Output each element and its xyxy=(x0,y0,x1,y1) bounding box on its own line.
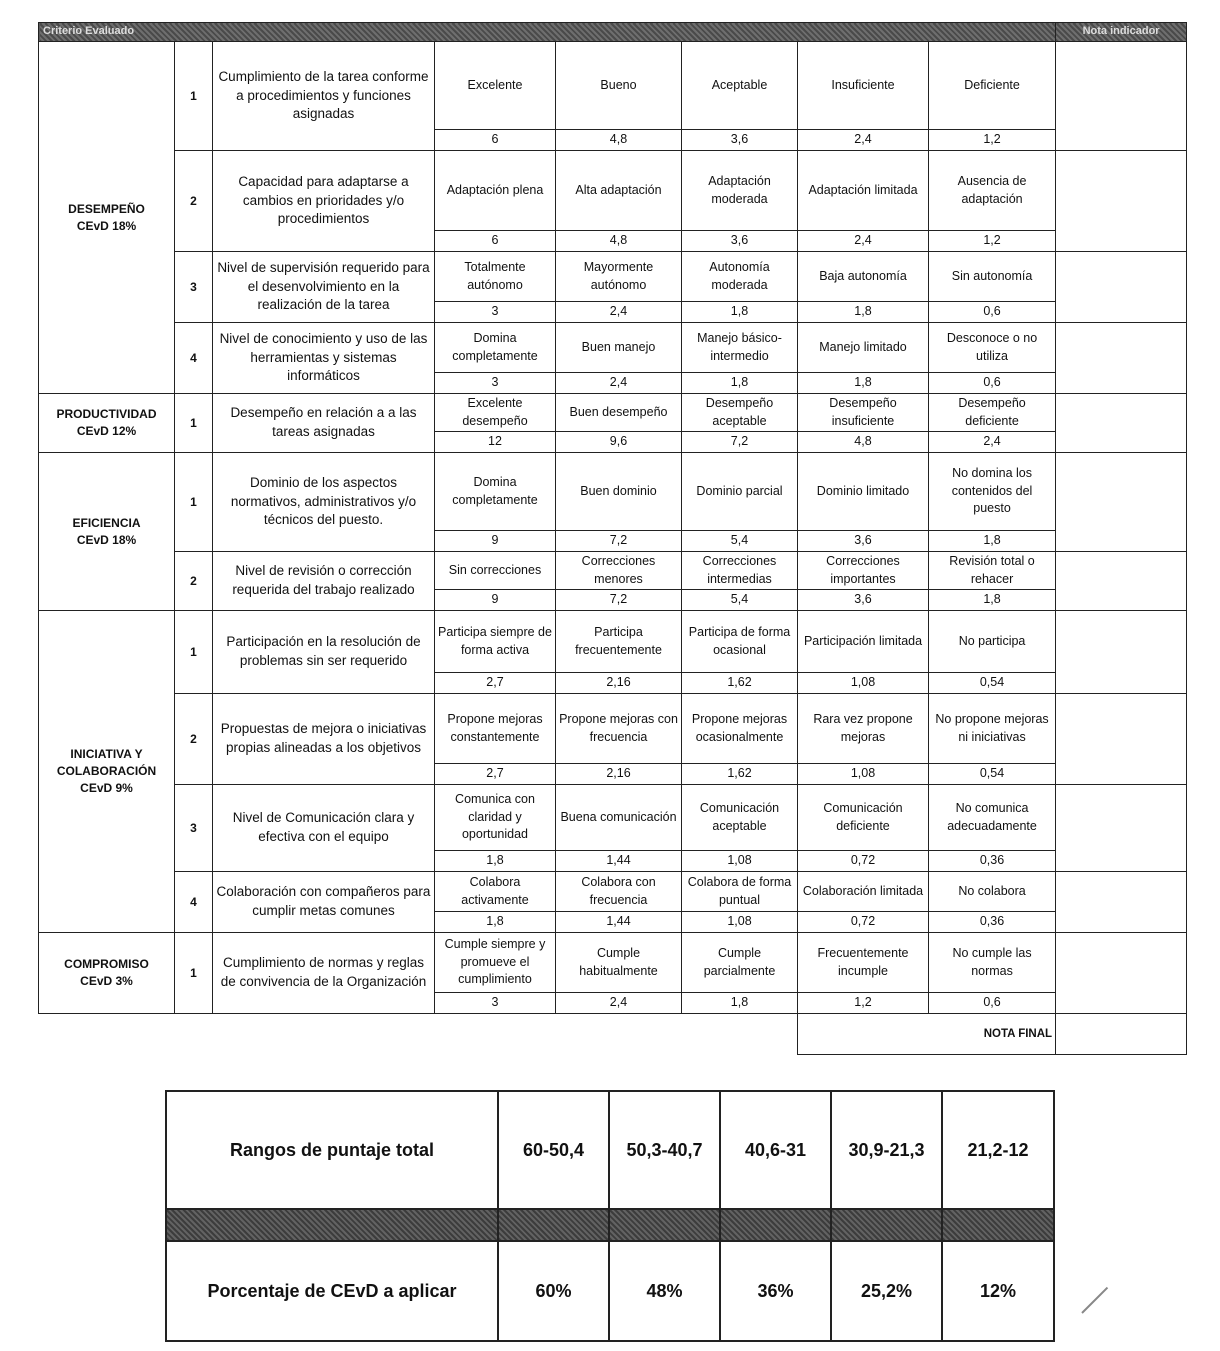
level-score: 1,62 xyxy=(682,764,798,785)
level-descriptor: Domina completamente xyxy=(435,323,556,373)
indicator-number: 1 xyxy=(175,611,213,694)
indicator-row xyxy=(39,552,1187,590)
indicator-note-cell xyxy=(1056,872,1187,933)
level-descriptor: Autonomía moderada xyxy=(682,252,798,302)
level-score: 1,8 xyxy=(435,912,556,933)
indicator-number: 1 xyxy=(175,42,213,151)
pen-mark xyxy=(1081,1287,1108,1314)
indicator-number: 1 xyxy=(175,453,213,552)
level-score: 4,8 xyxy=(556,231,682,252)
level-descriptor: Insuficiente xyxy=(798,42,929,130)
indicator-note-cell xyxy=(1056,151,1187,252)
score-ranges xyxy=(165,1090,1053,1342)
indicator-note-cell xyxy=(1056,933,1187,1014)
level-descriptor: Cumple parcialmente xyxy=(682,933,798,993)
evaluation-sheet xyxy=(38,22,1186,1055)
level-descriptor: Excelente desempeño xyxy=(435,394,556,432)
indicator-row xyxy=(39,453,1187,531)
level-score: 6 xyxy=(435,231,556,252)
level-score: 1,8 xyxy=(929,590,1056,611)
level-score: 1,44 xyxy=(556,912,682,933)
level-descriptor: Buen manejo xyxy=(556,323,682,373)
level-score: 3,6 xyxy=(798,590,929,611)
indicator-row xyxy=(39,151,1187,231)
level-descriptor: Excelente xyxy=(435,42,556,130)
category-cell xyxy=(39,453,175,611)
level-descriptor: Dominio parcial xyxy=(682,453,798,531)
indicator-number: 2 xyxy=(175,552,213,611)
indicator-note-cell xyxy=(1056,453,1187,552)
category-name: COMPROMISO xyxy=(64,957,149,972)
indicator-text: Nivel de revisión o corrección requerida del trabajo realizado xyxy=(213,552,435,611)
level-score: 2,4 xyxy=(798,130,929,151)
indicator-text: Capacidad para adaptarse a cambios en prioridades y/o procedimientos xyxy=(213,151,435,252)
level-score: 1,8 xyxy=(682,373,798,394)
level-descriptor: Colabora de forma puntual xyxy=(682,872,798,912)
indicator-row xyxy=(39,323,1187,373)
level-score: 0,36 xyxy=(929,851,1056,872)
level-score: 1,8 xyxy=(798,373,929,394)
level-score: 12 xyxy=(435,432,556,453)
level-score: 5,4 xyxy=(682,590,798,611)
level-score: 3 xyxy=(435,373,556,394)
level-score: 5,4 xyxy=(682,531,798,552)
level-descriptor: Comunicación aceptable xyxy=(682,785,798,851)
level-score: 2,4 xyxy=(929,432,1056,453)
level-descriptor: Buen dominio xyxy=(556,453,682,531)
final-note-label: NOTA FINAL xyxy=(798,1014,1056,1055)
level-descriptor: Desempeño insuficiente xyxy=(798,394,929,432)
indicator-text: Dominio de los aspectos normativos, administrativos y/o técnicos del puesto. xyxy=(213,453,435,552)
level-descriptor: Participa frecuentemente xyxy=(556,611,682,673)
level-descriptor: Desempeño deficiente xyxy=(929,394,1056,432)
final-note-value xyxy=(1056,1014,1187,1055)
category-weight: CEvD 18% xyxy=(76,218,137,233)
level-score: 4,8 xyxy=(798,432,929,453)
percentage-value: 48% xyxy=(609,1241,720,1341)
level-descriptor: Bueno xyxy=(556,42,682,130)
indicator-number: 1 xyxy=(175,394,213,453)
header-row xyxy=(39,23,1187,42)
level-descriptor: Propone mejoras con frecuencia xyxy=(556,694,682,764)
header-indicator-note: Nota indicador xyxy=(1056,23,1187,42)
level-descriptor: No cumple las normas xyxy=(929,933,1056,993)
level-descriptor: Correcciones intermedias xyxy=(682,552,798,590)
level-descriptor: Sin autonomía xyxy=(929,252,1056,302)
category-weight: CEvD 12% xyxy=(76,424,137,438)
level-descriptor: Correcciones menores xyxy=(556,552,682,590)
indicator-text: Nivel de supervisión requerido para el desenvolvimiento en la realización de la tarea xyxy=(213,252,435,323)
level-descriptor: Dominio limitado xyxy=(798,453,929,531)
level-score: 9 xyxy=(435,590,556,611)
indicator-number: 2 xyxy=(175,694,213,785)
indicator-row xyxy=(39,394,1187,432)
percentage-value: 60% xyxy=(498,1241,609,1341)
level-descriptor: Frecuentemente incumple xyxy=(798,933,929,993)
level-descriptor: Ausencia de adaptación xyxy=(929,151,1056,231)
indicator-number: 3 xyxy=(175,252,213,323)
level-score: 1,2 xyxy=(798,993,929,1014)
level-descriptor: Manejo básico-intermedio xyxy=(682,323,798,373)
indicator-text: Colaboración con compañeros para cumplir metas comunes xyxy=(213,872,435,933)
level-score: 1,08 xyxy=(682,912,798,933)
level-score: 1,8 xyxy=(798,302,929,323)
level-score: 2,16 xyxy=(556,764,682,785)
indicator-note-cell xyxy=(1056,785,1187,872)
level-score: 0,72 xyxy=(798,851,929,872)
level-descriptor: No participa xyxy=(929,611,1056,673)
level-descriptor: Deficiente xyxy=(929,42,1056,130)
indicator-text: Participación en la resolución de problemas sin ser requerido xyxy=(213,611,435,694)
level-score: 2,7 xyxy=(435,673,556,694)
category-name: DESEMPEÑO xyxy=(68,201,145,216)
level-descriptor: Adaptación plena xyxy=(435,151,556,231)
level-descriptor: Cumple habitualmente xyxy=(556,933,682,993)
level-score: 0,36 xyxy=(929,912,1056,933)
indicator-number: 3 xyxy=(175,785,213,872)
level-descriptor: Totalmente autónomo xyxy=(435,252,556,302)
level-descriptor: Buena comunicación xyxy=(556,785,682,851)
indicator-row xyxy=(39,933,1187,993)
range-value: 50,3-40,7 xyxy=(609,1091,720,1209)
level-descriptor: Baja autonomía xyxy=(798,252,929,302)
level-score: 2,16 xyxy=(556,673,682,694)
indicator-row xyxy=(39,694,1187,764)
indicator-number: 2 xyxy=(175,151,213,252)
indicator-row xyxy=(39,42,1187,130)
level-score: 7,2 xyxy=(556,531,682,552)
level-score: 7,2 xyxy=(682,432,798,453)
level-descriptor: No comunica adecuadamente xyxy=(929,785,1056,851)
category-cell xyxy=(39,42,175,394)
level-score: 2,4 xyxy=(556,993,682,1014)
indicator-note-cell xyxy=(1056,394,1187,453)
category-name: PRODUCTIVIDAD xyxy=(56,407,157,422)
category-cell xyxy=(39,394,175,453)
level-score: 0,54 xyxy=(929,673,1056,694)
indicator-note-cell xyxy=(1056,552,1187,611)
score-ranges-table xyxy=(165,1090,1055,1342)
indicator-row xyxy=(39,252,1187,302)
level-score: 2,4 xyxy=(556,373,682,394)
level-descriptor: Correcciones importantes xyxy=(798,552,929,590)
level-descriptor: Participa siempre de forma activa xyxy=(435,611,556,673)
level-score: 1,08 xyxy=(798,764,929,785)
level-score: 1,08 xyxy=(682,851,798,872)
category-cell xyxy=(39,933,175,1014)
level-descriptor: Sin correcciones xyxy=(435,552,556,590)
level-score: 9,6 xyxy=(556,432,682,453)
level-descriptor: Desempeño aceptable xyxy=(682,394,798,432)
level-descriptor: Colabora con frecuencia xyxy=(556,872,682,912)
level-descriptor: Comunica con claridad y oportunidad xyxy=(435,785,556,851)
indicator-note-cell xyxy=(1056,42,1187,151)
level-score: 4,8 xyxy=(556,130,682,151)
indicator-row xyxy=(39,872,1187,912)
level-score: 0,6 xyxy=(929,993,1056,1014)
range-value: 21,2-12 xyxy=(942,1091,1054,1209)
level-descriptor: Rara vez propone mejoras xyxy=(798,694,929,764)
level-descriptor: Revisión total o rehacer xyxy=(929,552,1056,590)
level-descriptor: Aceptable xyxy=(682,42,798,130)
indicator-note-cell xyxy=(1056,252,1187,323)
indicator-text: Propuestas de mejora o iniciativas propias alineadas a los objetivos xyxy=(213,694,435,785)
ranges-label: Rangos de puntaje total xyxy=(166,1091,498,1209)
level-score: 3,6 xyxy=(682,130,798,151)
indicator-text: Desempeño en relación a a las tareas asignadas xyxy=(213,394,435,453)
indicator-note-cell xyxy=(1056,611,1187,694)
level-descriptor: Cumple siempre y promueve el cumplimiento xyxy=(435,933,556,993)
category-weight: CEvD 18% xyxy=(76,532,137,547)
level-score: 7,2 xyxy=(556,590,682,611)
level-score: 1,8 xyxy=(682,302,798,323)
level-score: 1,8 xyxy=(435,851,556,872)
separator-band xyxy=(166,1209,1054,1241)
level-descriptor: Propone mejoras ocasionalmente xyxy=(682,694,798,764)
level-score: 2,7 xyxy=(435,764,556,785)
indicator-text: Nivel de Comunicación clara y efectiva con el equipo xyxy=(213,785,435,872)
indicator-text: Cumplimiento de la tarea conforme a procedimientos y funciones asignadas xyxy=(213,42,435,151)
category-name: EFICIENCIA xyxy=(72,515,141,530)
category-weight: CEvD 9% xyxy=(80,780,133,795)
indicator-row xyxy=(39,611,1187,673)
level-descriptor: Comunicación deficiente xyxy=(798,785,929,851)
level-descriptor: Adaptación limitada xyxy=(798,151,929,231)
level-score: 0,6 xyxy=(929,302,1056,323)
level-score: 2,4 xyxy=(556,302,682,323)
header-criterion: Criterio Evaluado xyxy=(39,23,1056,42)
level-score: 0,72 xyxy=(798,912,929,933)
percentage-value: 12% xyxy=(942,1241,1054,1341)
level-score: 0,54 xyxy=(929,764,1056,785)
evaluation-table xyxy=(38,22,1187,1055)
level-score: 3 xyxy=(435,993,556,1014)
level-score: 1,44 xyxy=(556,851,682,872)
level-descriptor: Alta adaptación xyxy=(556,151,682,231)
indicator-number: 1 xyxy=(175,933,213,1014)
level-score: 2,4 xyxy=(798,231,929,252)
indicator-number: 4 xyxy=(175,872,213,933)
category-cell xyxy=(39,611,175,933)
indicator-number: 4 xyxy=(175,323,213,394)
range-value: 30,9-21,3 xyxy=(831,1091,942,1209)
range-value: 60-50,4 xyxy=(498,1091,609,1209)
indicator-note-cell xyxy=(1056,323,1187,394)
level-descriptor: No colabora xyxy=(929,872,1056,912)
indicator-text: Cumplimiento de normas y reglas de convivencia de la Organización xyxy=(213,933,435,1014)
level-score: 1,8 xyxy=(682,993,798,1014)
level-score: 1,08 xyxy=(798,673,929,694)
level-descriptor: No propone mejoras ni iniciativas xyxy=(929,694,1056,764)
level-score: 6 xyxy=(435,130,556,151)
percentage-value: 36% xyxy=(720,1241,831,1341)
level-descriptor: Colabora activamente xyxy=(435,872,556,912)
level-descriptor: Adaptación moderada xyxy=(682,151,798,231)
level-score: 3 xyxy=(435,302,556,323)
empty-space xyxy=(39,1014,798,1055)
indicator-note-cell xyxy=(1056,694,1187,785)
level-score: 1,8 xyxy=(929,531,1056,552)
percentage-label: Porcentaje de CEvD a aplicar xyxy=(166,1241,498,1341)
level-score: 1,2 xyxy=(929,130,1056,151)
level-descriptor: Domina completamente xyxy=(435,453,556,531)
level-descriptor: Desconoce o no utiliza xyxy=(929,323,1056,373)
final-note-row xyxy=(39,1014,1187,1055)
level-descriptor: No domina los contenidos del puesto xyxy=(929,453,1056,531)
level-descriptor: Participa de forma ocasional xyxy=(682,611,798,673)
category-name: INICIATIVA Y COLABORACIÓN xyxy=(56,747,157,779)
category-weight: CEvD 3% xyxy=(80,974,133,988)
level-descriptor: Colaboración limitada xyxy=(798,872,929,912)
level-score: 3,6 xyxy=(682,231,798,252)
level-descriptor: Mayormente autónomo xyxy=(556,252,682,302)
level-score: 3,6 xyxy=(798,531,929,552)
range-value: 40,6-31 xyxy=(720,1091,831,1209)
level-score: 1,2 xyxy=(929,231,1056,252)
level-descriptor: Buen desempeño xyxy=(556,394,682,432)
level-score: 0,6 xyxy=(929,373,1056,394)
level-descriptor: Manejo limitado xyxy=(798,323,929,373)
level-score: 9 xyxy=(435,531,556,552)
indicator-text: Nivel de conocimiento y uso de las herramientas y sistemas informáticos xyxy=(213,323,435,394)
level-descriptor: Propone mejoras constantemente xyxy=(435,694,556,764)
level-score: 1,62 xyxy=(682,673,798,694)
indicator-row xyxy=(39,785,1187,851)
percentage-value: 25,2% xyxy=(831,1241,942,1341)
level-descriptor: Participación limitada xyxy=(798,611,929,673)
